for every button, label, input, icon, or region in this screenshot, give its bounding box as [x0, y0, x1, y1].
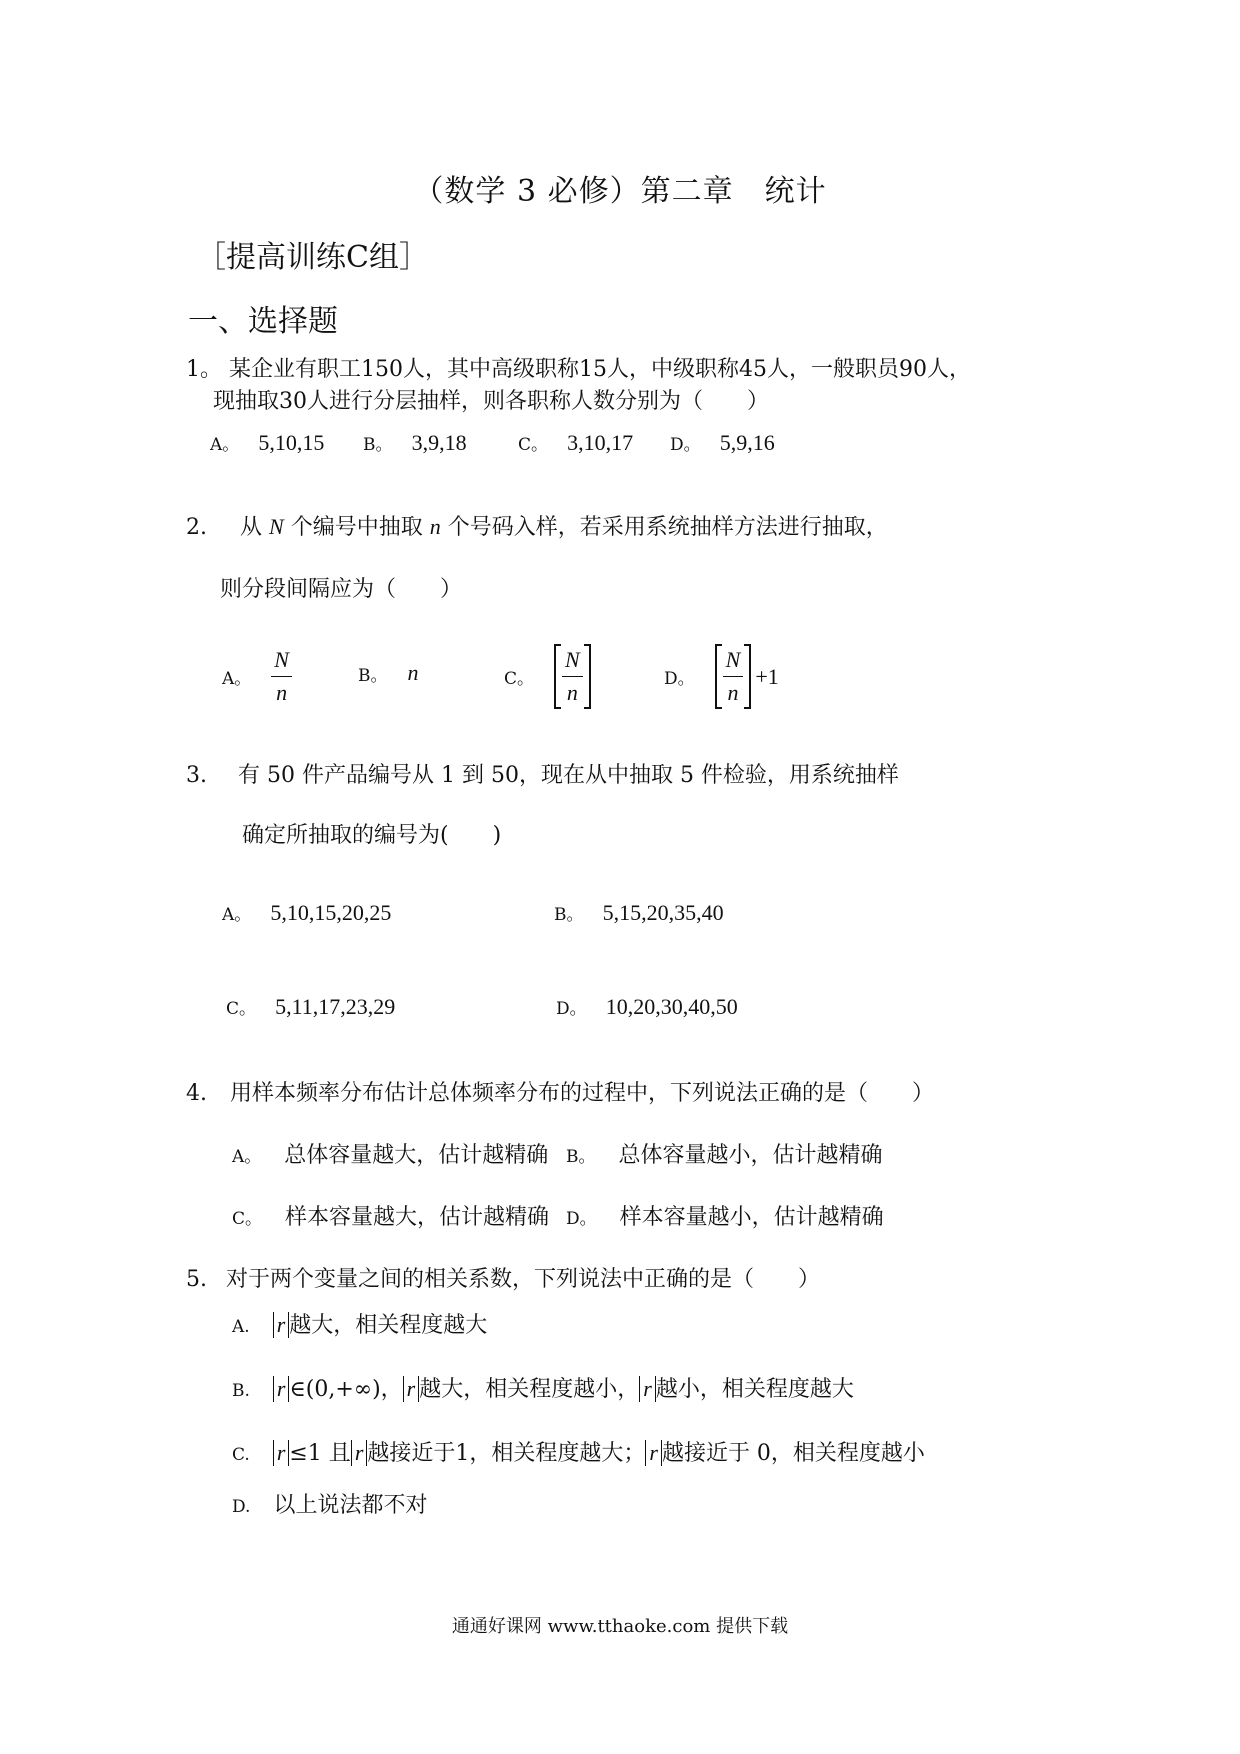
- q4-line1: [186, 1076, 934, 1107]
- q5-text: 对于两个变量之间的相关系数，下列说法中正确的是（ ）: [226, 1267, 821, 1292]
- option-label: D.: [232, 1497, 251, 1517]
- option-label: C。: [232, 1209, 263, 1229]
- option-value: 总体容量越大，估计越精确: [284, 1143, 549, 1168]
- q4-text: 用样本频率分布估计总体频率分布的过程中，下列说法正确的是（ ）: [230, 1081, 935, 1106]
- q2-option-d: [664, 644, 779, 709]
- q1-option-c: [518, 430, 633, 456]
- fraction-N-over-n: [723, 644, 744, 709]
- option-label: A。: [222, 905, 252, 925]
- q3-option-c: [226, 994, 395, 1020]
- abs-r: r: [273, 1376, 290, 1402]
- option-label: C.: [232, 1445, 250, 1465]
- option-value: 3,10,17: [567, 430, 634, 455]
- fraction-N-over-n: [271, 644, 292, 709]
- option-label: A。: [222, 669, 252, 689]
- option-label: B。: [363, 435, 393, 455]
- option-label: B。: [358, 665, 388, 686]
- q5-option-d: [232, 1488, 427, 1519]
- q4-option-d: [566, 1200, 884, 1231]
- q2-option-b: [358, 660, 419, 686]
- q2-option-a: [222, 644, 292, 709]
- option-label: C。: [518, 435, 549, 455]
- option-label: B。: [554, 905, 584, 925]
- option-value: 5,10,15: [258, 430, 325, 455]
- q4-option-c: [232, 1200, 549, 1231]
- option-value: 总体容量越小，估计越精确: [618, 1143, 883, 1168]
- section-heading: 一、选择题: [188, 304, 338, 339]
- option-text-2: 越大，相关程度越小，: [419, 1377, 640, 1402]
- question-number: 5.: [186, 1267, 207, 1292]
- fraction-N-over-n: [562, 644, 583, 709]
- option-label: D。: [566, 1209, 597, 1229]
- denominator: n: [566, 680, 578, 705]
- option-value: 5,9,16: [719, 430, 775, 455]
- abs-r: r: [273, 1440, 290, 1466]
- option-text-2: 越接近于1，相关程度越大；: [367, 1441, 646, 1466]
- q2-text-a: 从: [240, 515, 263, 540]
- var-n: n: [429, 514, 441, 539]
- option-text: 以上说法都不对: [273, 1493, 428, 1518]
- footer-credit: 通通好课网 www.tthaoke.com 提供下载: [451, 1616, 789, 1637]
- q2-line2: 则分段间隔应为（ ）: [220, 577, 463, 602]
- option-value: 5,10,15,20,25: [270, 900, 392, 925]
- option-value: 5,15,20,35,40: [602, 900, 724, 925]
- q2-option-c: [504, 644, 591, 709]
- option-value: 样本容量越大，估计越精确: [285, 1205, 550, 1230]
- option-value: 5,11,17,23,29: [275, 994, 396, 1019]
- option-text-3: 越小，相关程度越大: [655, 1377, 854, 1402]
- option-text: 越大，相关程度越大: [289, 1313, 488, 1338]
- group-heading: ［提高训练C组］: [196, 240, 429, 275]
- option-value: 样本容量越小，估计越精确: [619, 1205, 884, 1230]
- q4-option-b: [566, 1138, 883, 1169]
- q4-option-a: [232, 1138, 548, 1169]
- option-label: B.: [232, 1381, 250, 1401]
- option-label: A。: [210, 435, 240, 455]
- abs-r: r: [351, 1440, 368, 1466]
- option-label: D。: [664, 669, 695, 689]
- option-label: C。: [226, 999, 257, 1019]
- q3-line2: 确定所抽取的编号为( ): [242, 823, 502, 848]
- q1-line1: 1。 某企业有职工150人，其中高级职称15人，中级职称45人，一般职员90人，: [186, 357, 971, 382]
- option-value: 10,20,30,40,50: [605, 994, 738, 1019]
- q1-option-a: [210, 430, 324, 456]
- q5-option-a: [232, 1308, 487, 1339]
- numerator: N: [723, 644, 744, 677]
- option-value: 3,9,18: [411, 430, 467, 455]
- denominator: n: [276, 680, 288, 705]
- floor-bracket: [554, 644, 591, 709]
- q1-option-b: [363, 430, 467, 456]
- abs-r: r: [645, 1440, 662, 1466]
- question-number: 4.: [186, 1081, 207, 1106]
- q3-line1: [186, 758, 899, 789]
- page-title: （数学 3 必修）第二章 统计: [413, 174, 827, 209]
- q5-option-c: [232, 1436, 925, 1467]
- question-number: 3.: [186, 763, 207, 788]
- option-suffix: +1: [755, 663, 779, 689]
- option-label: A。: [232, 1147, 262, 1167]
- q5-line1: [186, 1262, 820, 1293]
- abs-r: r: [273, 1312, 290, 1338]
- q3-option-b: [554, 900, 724, 926]
- var-N: N: [269, 514, 284, 539]
- q1-line2: 现抽取30人进行分层抽样，则各职称人数分别为（ ）: [213, 389, 769, 414]
- option-label: C。: [504, 669, 535, 689]
- q2-text-b: 个编号中抽取: [290, 515, 423, 540]
- option-label: A.: [232, 1317, 250, 1337]
- q5-option-b: [232, 1372, 854, 1403]
- option-label: D。: [556, 999, 587, 1019]
- option-text-1: ∈(0,+∞)，: [289, 1377, 403, 1402]
- q2-line1: [186, 510, 888, 541]
- option-label: B。: [566, 1147, 596, 1167]
- numerator: N: [562, 644, 583, 677]
- q3-option-a: [222, 900, 391, 926]
- denominator: n: [727, 680, 739, 705]
- var-n: n: [407, 660, 419, 685]
- abs-r: r: [639, 1376, 656, 1402]
- q1-option-d: [670, 430, 775, 456]
- q3-option-d: [556, 994, 738, 1020]
- question-number: 2.: [186, 515, 207, 540]
- abs-r: r: [403, 1376, 420, 1402]
- option-text-3: 越接近于 0，相关程度越小: [661, 1441, 925, 1466]
- option-label: D。: [670, 435, 701, 455]
- q3-text: 有 50 件产品编号从 1 到 50，现在从中抽取 5 件检验，用系统抽样: [238, 763, 899, 788]
- option-text-1: ≤1 且: [289, 1441, 351, 1466]
- q2-text-c: 个号码入样，若采用系统抽样方法进行抽取，: [447, 515, 888, 540]
- numerator: N: [271, 644, 292, 677]
- floor-bracket: [715, 644, 752, 709]
